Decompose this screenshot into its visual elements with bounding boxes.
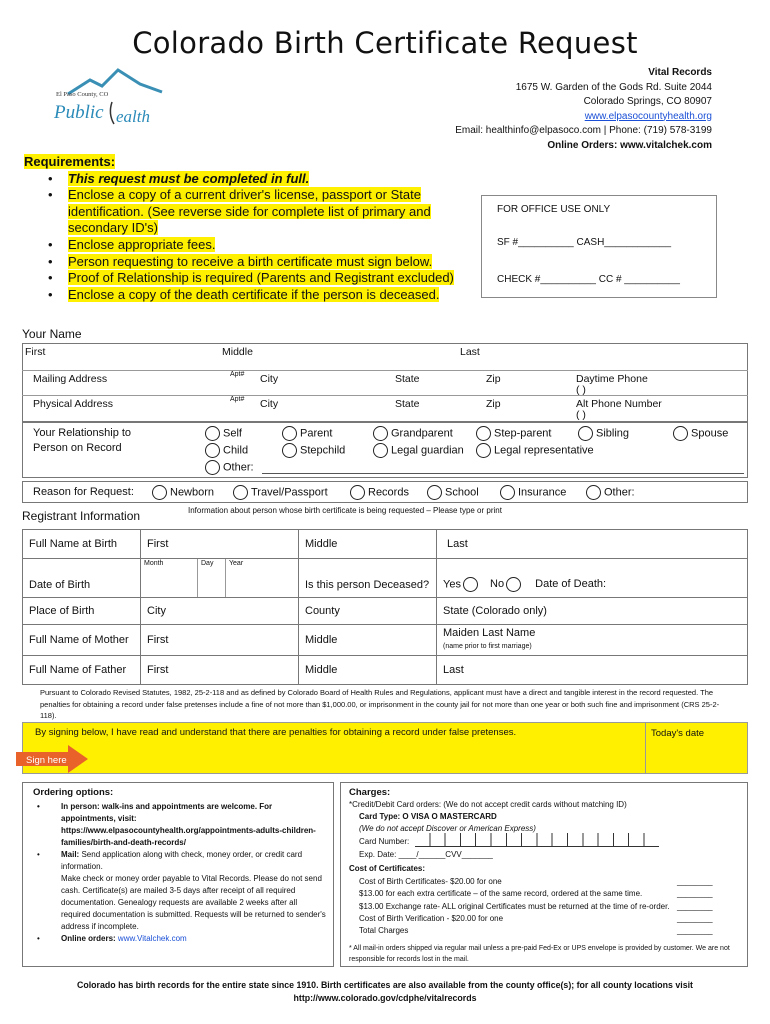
todays-date-label: Today's date	[651, 728, 705, 739]
registrant-note: Information about person whose birth certificate is being requested – Please type or print	[188, 506, 502, 515]
appointments-url[interactable]: https://www.elpasocountyhealth.org/appointments-adults-children-families/birth-and-death-records/	[61, 826, 316, 847]
requirement-item: • Person requesting to receive a birth certificate must sign below.	[46, 254, 464, 271]
radio-other-reason[interactable]: Other:	[586, 485, 635, 500]
zip-label: Zip	[486, 398, 501, 410]
dob-label: Date of Birth	[23, 559, 141, 598]
radio-circle	[282, 426, 297, 441]
mailing-address-label: Mailing Address	[33, 373, 108, 385]
radio-insurance[interactable]: Insurance	[500, 485, 566, 500]
public-health-logo	[50, 66, 170, 132]
requirement-item: • Enclose appropriate fees.	[46, 237, 464, 254]
radio-yes[interactable]	[463, 577, 478, 592]
signature-area[interactable]	[22, 722, 748, 774]
office-use-box	[481, 195, 717, 298]
footer	[0, 979, 770, 1005]
vitalchek-link[interactable]: www.Vitalchek.com	[117, 934, 187, 943]
statute-text: Pursuant to Colorado Revised Statutes, 1982, 25-2-118 and as defined by Colorado Board of Health Rules and Regulations, applicant must have a direct and tangible interest in the record requested. The penalties for obtaining a record under false pretenses include a fine of not more than $1,000.00, or imprisonment in the county jail for not more than one year or both such fine and imprisonment (CRS 25-2-118).	[40, 688, 720, 720]
place-of-birth-label: Place of Birth	[23, 598, 141, 625]
credit-card-note: *Credit/Debit Card orders: (We do not accept credit cards without matching ID)	[349, 800, 627, 809]
alt-phone-label: Alt Phone Number	[576, 398, 662, 410]
apt-label: Apt#	[230, 371, 245, 378]
logo-word-public: Public	[54, 102, 104, 123]
footer-link[interactable]: http://www.colorado.gov/cdphe/vitalrecords	[293, 993, 477, 1003]
radio-stepchild[interactable]: Stepchild	[282, 443, 345, 458]
requirement-item: • This request must be completed in full.	[46, 171, 464, 188]
radio-no[interactable]	[506, 577, 521, 592]
amount-blank[interactable]: ________	[677, 913, 713, 923]
mail-in-note: * All mail-in orders shipped via regular mail unless a pre-paid Fed-Ex or UPS envelope is provided by customer. We are not responsible for records lost in the mail.	[349, 945, 730, 963]
vital-contact: Email: healthinfo@elpasoco.com | Phone: (719) 578-3199	[455, 125, 712, 136]
radio-school[interactable]: School	[427, 485, 479, 500]
registrant-heading: Registrant Information	[22, 509, 141, 523]
radio-circle	[586, 485, 601, 500]
full-name-label: Full Name at Birth	[23, 530, 141, 559]
radio-circle	[373, 426, 388, 441]
sign-here-label: Sign here	[26, 755, 67, 766]
requirement-item: • Enclose a copy of the death certificate if the person is deceased.	[46, 287, 464, 304]
radio-spouse[interactable]: Spouse	[673, 426, 728, 441]
radio-sibling[interactable]: Sibling	[578, 426, 629, 441]
requirements-section	[24, 154, 464, 303]
first-name-label: First	[25, 346, 46, 358]
registrant-table	[22, 529, 748, 685]
office-sf-cash: SF #__________ CASH____________	[497, 237, 672, 248]
father-name-label: Full Name of Father	[23, 656, 141, 685]
state-label: State	[395, 398, 420, 410]
in-person-text: In person: walk-ins and appointments are welcome. For appointments, visit:	[61, 802, 273, 823]
radio-parent[interactable]: Parent	[282, 426, 332, 441]
physical-address-label: Physical Address	[33, 398, 113, 410]
daytime-phone-area: ( )	[576, 384, 586, 396]
radio-other[interactable]: Other:	[205, 460, 254, 475]
requirement-item: • Proof of Relationship is required (Parents and Registrant excluded)	[46, 270, 464, 287]
radio-circle	[233, 485, 248, 500]
last-name-label: Last	[460, 346, 480, 358]
no-discover-note: (We do not accept Discover or American Express)	[359, 824, 536, 833]
signature-statement: By signing below, I have read and understand that there are penalties for obtaining a record under false pretenses.	[35, 727, 517, 738]
daytime-phone-label: Daytime Phone	[576, 373, 648, 385]
logo-county: El Paso County, CO	[56, 91, 109, 98]
radio-child[interactable]: Child	[205, 443, 248, 458]
city-label: City	[260, 398, 279, 410]
vital-records-contact	[455, 66, 712, 153]
mother-first-cell[interactable]: First	[141, 625, 299, 656]
radio-circle	[282, 443, 297, 458]
mail-details: Make check or money order payable to Vital Records. Please do not send cash. Certificate(s) are mailed 3-5 days after receipt of all required documentation. Genealogy requests are available 2 weeks after all required documentation is submitted. Requests will be returned to sender's address if incomplete.	[61, 874, 326, 931]
cost-line: $13.00 Exchange rate- ALL original Certificates must be returned at the time of re-order.	[359, 901, 670, 911]
online-orders: Online Orders: www.vitalchek.com	[547, 139, 712, 151]
website-link[interactable]: www.elpasocountyhealth.org	[584, 110, 712, 122]
radio-grandparent[interactable]: Grandparent	[373, 426, 453, 441]
footer-text: Colorado has birth records for the entire state since 1910. Birth certificates are also available from the county office(s); for all county locations visit	[77, 980, 693, 990]
mail-text: Send application along with check, money order, or credit card information.	[61, 850, 303, 871]
radio-circle	[205, 460, 220, 475]
radio-circle	[578, 426, 593, 441]
cost-line: $13.00 for each extra certificate – of the same record, ordered at the same time.	[359, 889, 643, 899]
office-heading: FOR OFFICE USE ONLY	[497, 204, 611, 215]
office-check-cc: CHECK #__________ CC # __________	[497, 274, 680, 285]
birth-county-cell[interactable]: County	[299, 598, 437, 625]
radio-circle	[350, 485, 365, 500]
vital-address: 1675 W. Garden of the Gods Rd. Suite 2044	[515, 81, 712, 93]
cost-line: Cost of Birth Certificates- $20.00 for one	[359, 877, 502, 886]
deceased-options: Yes No Date of Death:	[437, 559, 748, 598]
radio-circle	[152, 485, 167, 500]
card-number-input[interactable]	[415, 833, 659, 847]
amount-blank[interactable]: ________	[677, 901, 713, 911]
amount-blank[interactable]: ________	[677, 877, 713, 886]
requirements-heading: Requirements:	[24, 154, 116, 169]
mother-middle-cell[interactable]: Middle	[299, 625, 437, 656]
radio-circle	[500, 485, 515, 500]
other-relationship-line[interactable]	[262, 473, 744, 474]
city-label: City	[260, 373, 279, 385]
ordering-heading: Ordering options:	[33, 787, 114, 798]
father-first-cell[interactable]: First	[141, 656, 299, 685]
radio-travel-passport[interactable]: Travel/Passport	[233, 485, 328, 500]
sign-here-arrow	[16, 745, 88, 773]
charges-box	[340, 782, 748, 967]
zip-label: Zip	[486, 373, 501, 385]
month-label: Month	[141, 559, 198, 597]
mother-name-label: Full Name of Mother	[23, 625, 141, 656]
dob-input-cell[interactable]	[141, 559, 299, 598]
amount-blank[interactable]: ________	[677, 889, 713, 899]
first-name-input[interactable]	[60, 356, 210, 369]
relationship-label: Your Relationship to Person on Record	[33, 427, 132, 454]
vital-city: Colorado Springs, CO 80907	[583, 96, 712, 107]
deceased-label: Is this person Deceased?	[299, 559, 437, 598]
date-of-death-label: Date of Death:	[535, 578, 607, 591]
father-middle-cell[interactable]: Middle	[299, 656, 437, 685]
amount-blank[interactable]: ________	[677, 926, 713, 936]
logo-word-health: ealth	[116, 107, 150, 126]
birth-city-cell[interactable]: City	[141, 598, 299, 625]
card-type[interactable]: Card Type: O VISA O MASTERCARD	[359, 812, 497, 821]
exp-date-cvv[interactable]: Exp. Date: ____/______CVV_______	[359, 850, 493, 859]
page-title: Colorado Birth Certificate Request	[132, 26, 638, 60]
radio-step-parent[interactable]: Step-parent	[476, 426, 551, 441]
radio-legal-representative[interactable]: Legal representative	[476, 443, 594, 458]
radio-legal-guardian[interactable]: Legal guardian	[373, 443, 464, 458]
radio-circle	[476, 426, 491, 441]
apt-label: Apt#	[230, 396, 245, 403]
radio-circle	[205, 426, 220, 441]
vital-records-heading: Vital Records	[648, 67, 712, 78]
day-label: Day	[198, 559, 226, 597]
reason-label: Reason for Request:	[33, 486, 134, 498]
your-name-heading: Your Name	[22, 327, 82, 341]
father-last-cell[interactable]: Last	[437, 656, 748, 685]
radio-records[interactable]: Records	[350, 485, 409, 500]
radio-newborn[interactable]: Newborn	[152, 485, 214, 500]
registrant-first-cell[interactable]: First	[141, 530, 299, 559]
radio-circle	[427, 485, 442, 500]
state-label: State	[395, 373, 420, 385]
year-label: Year	[229, 560, 244, 567]
requirement-item: • Enclose a copy of a current driver's license, passport or State identification. (See reverse side for complete list of primary and secondary ID's)	[46, 187, 464, 237]
cost-line: Cost of Birth Verification - $20.00 for one	[359, 913, 504, 923]
radio-circle	[373, 443, 388, 458]
radio-self[interactable]: Self	[205, 426, 242, 441]
card-number-label: Card Number:	[359, 837, 410, 846]
charges-heading: Charges:	[349, 787, 391, 798]
radio-circle	[476, 443, 491, 458]
middle-name-label: Middle	[222, 346, 253, 358]
registrant-middle-cell[interactable]: Middle	[299, 530, 437, 559]
maiden-name-cell[interactable]: Maiden Last Name (name prior to first marriage)	[437, 625, 748, 656]
ordering-options-box: Ordering options: • In person: walk-ins and appointments are welcome. For appointments, visit: https://www.elpasocountyhealth.org/appointments-adults-children-families/birth-and-death-records/ • Mail: Send application along with check, money order, or credit card information. Make check or money order payable to Vital Records. Please do not send cash. Certificate(s) are mailed 3-5 days after receipt of all required documentation. Genealogy requests are available 2 weeks after all required documentation is submitted. Requests will be returned to sender's address if incomplete. • Online orders: www.Vitalchek.com	[22, 782, 334, 967]
cost-heading: Cost of Certificates:	[349, 864, 426, 873]
alt-phone-area: ( )	[576, 409, 586, 421]
birth-state-cell[interactable]: State (Colorado only)	[437, 598, 748, 625]
radio-circle	[205, 443, 220, 458]
registrant-last-cell[interactable]: Last	[437, 530, 748, 559]
cost-line: Total Charges	[359, 926, 409, 936]
radio-circle	[673, 426, 688, 441]
